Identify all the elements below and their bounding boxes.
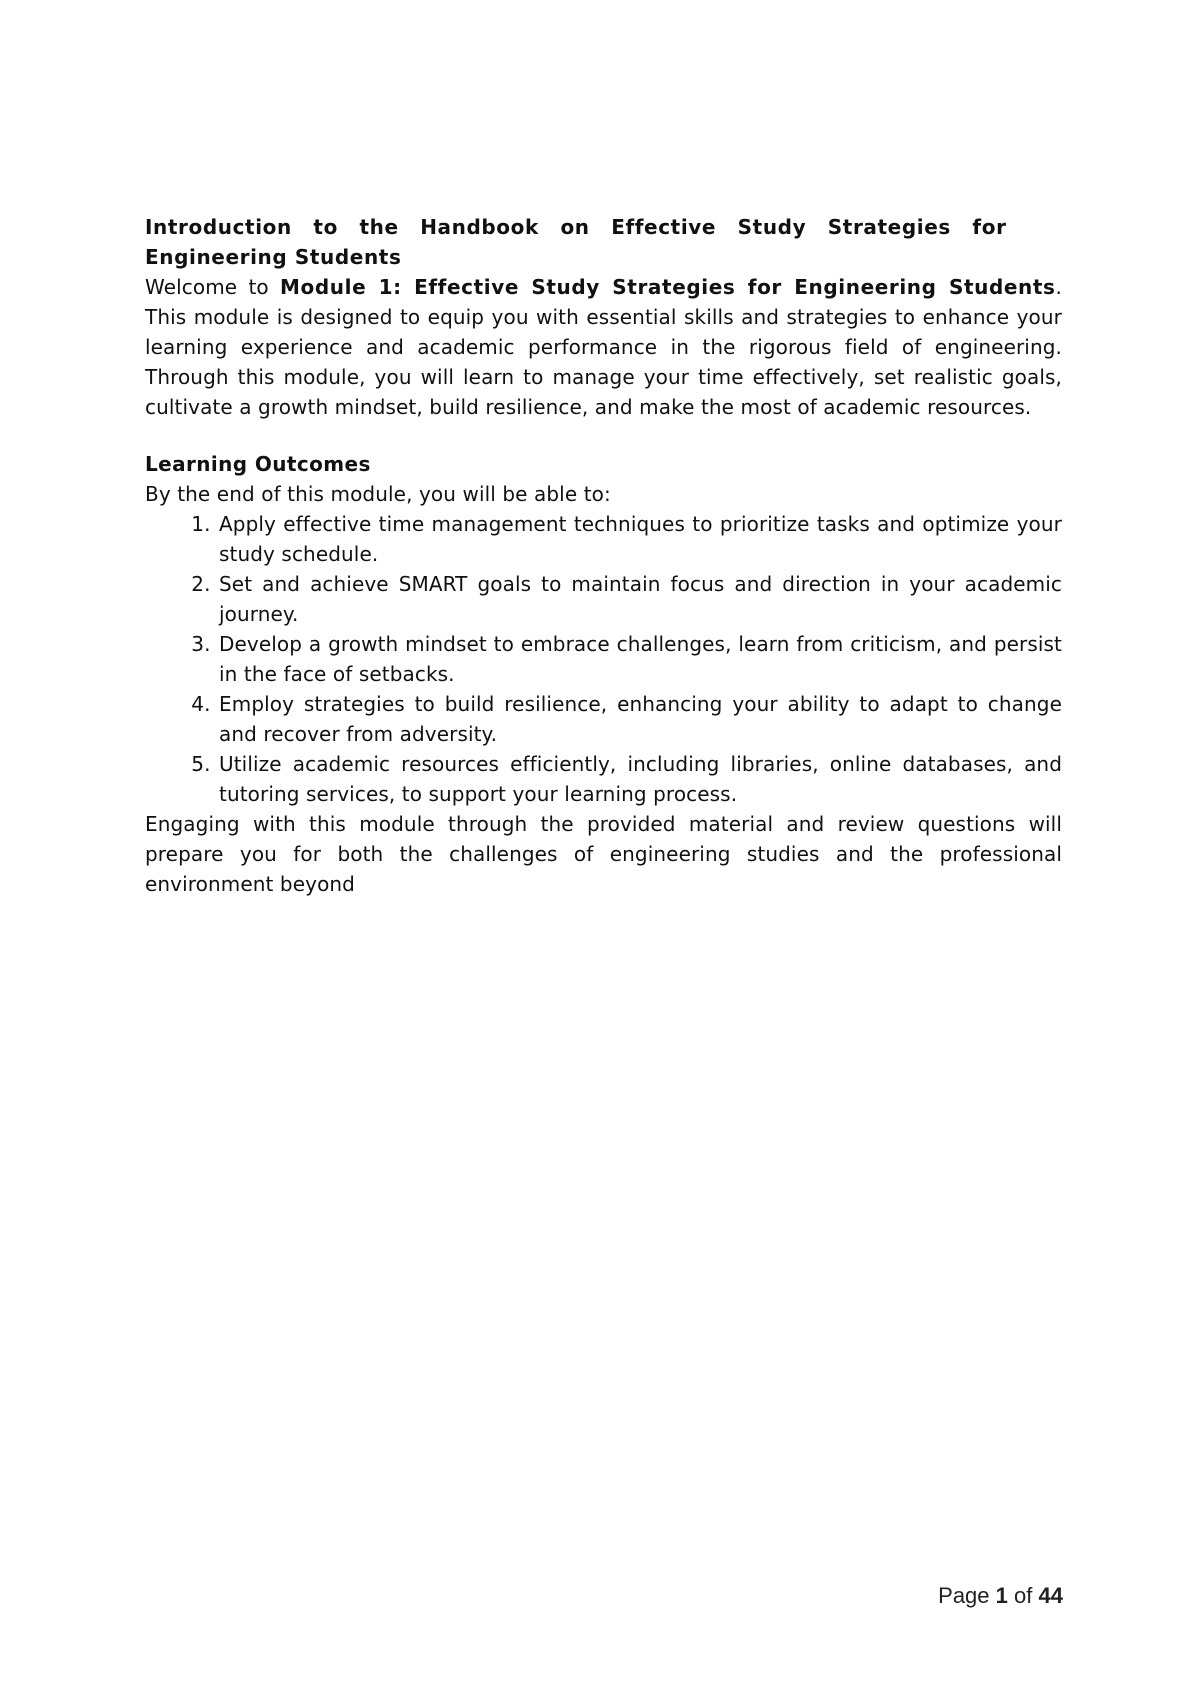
total-pages: 44 xyxy=(1038,1583,1063,1608)
list-item: 4. Employ strategies to build resilience, enhancing your ability to adapt to change and recover from adversity. xyxy=(217,689,1062,749)
list-item: 1. Apply effective time management techniques to prioritize tasks and optimize your study schedule. xyxy=(217,509,1062,569)
page-word: Page xyxy=(938,1583,990,1608)
module-name: Module 1: Effective Study Strategies for Engineering Students xyxy=(280,275,1056,299)
closing-paragraph: Engaging with this module through the provided material and review questions will prepare you for both the challenges of engineering studies and the professional environment beyond xyxy=(145,812,1062,896)
page-number: 1 xyxy=(995,1583,1008,1608)
outcomes-lead: By the end of this module, you will be able to: xyxy=(145,482,611,506)
learning-outcomes-list xyxy=(145,509,1062,809)
list-item: 2. Set and achieve SMART goals to maintain focus and direction in your academic journey. xyxy=(217,569,1062,629)
page-content xyxy=(145,212,1062,899)
document-title-line1: Introduction to the Handbook on Effective Study Strategies for xyxy=(145,215,1007,239)
document-title xyxy=(145,212,1062,272)
learning-outcomes-heading: Learning Outcomes xyxy=(145,452,371,476)
list-item: 5. Utilize academic resources efficiently, including libraries, online databases, and tutoring services, to support your learning process. xyxy=(217,749,1062,809)
intro-rest: . This module is designed to equip you with essential skills and strategies to enhance your learning experience and academic performance in the rigorous field of engineering. Through this module, you will learn to manage your time effectively, set realistic goals, cultivate a growth mindset, build resilience, and make the most of academic resources. xyxy=(145,275,1062,419)
intro-paragraph xyxy=(145,272,1062,422)
list-item: 3. Develop a growth mindset to embrace challenges, learn from criticism, and persist in the face of setbacks. xyxy=(217,629,1062,689)
document-title-line2: Engineering Students xyxy=(145,245,402,269)
page-footer xyxy=(938,1583,1063,1609)
intro-lead: Welcome to xyxy=(145,275,281,299)
of-word: of xyxy=(1014,1583,1033,1608)
